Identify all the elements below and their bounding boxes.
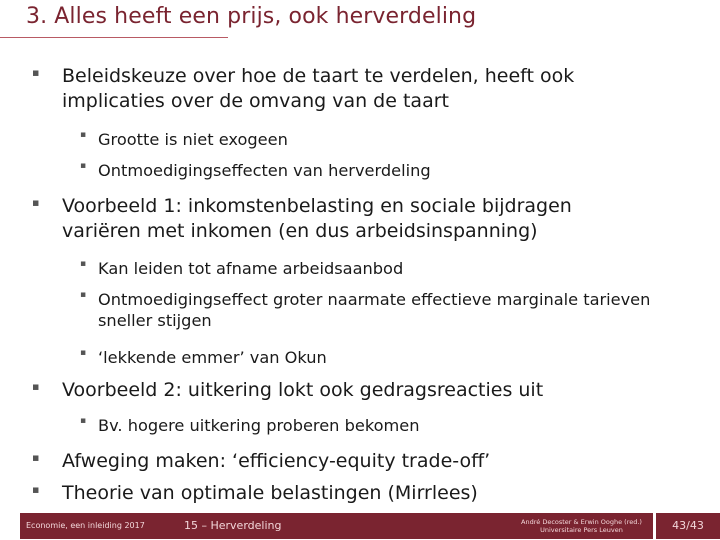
footer-authors-line1: André Decoster & Erwin Ooghe (red.) [521, 518, 642, 526]
footer-authors-line2: Universitaire Pers Leuven [540, 526, 623, 534]
footer-authors [510, 513, 653, 539]
bullet-marker-icon: ▪ [32, 196, 40, 209]
bullet-text: Voorbeeld 2: uitkering lokt ook gedragsreacties uit [62, 379, 544, 401]
title-underline [0, 37, 228, 38]
page-number: 43/43 [656, 513, 720, 539]
bullet-marker-icon: ▪ [80, 290, 87, 300]
bullet-marker-icon: ▪ [80, 416, 87, 426]
bullet-level1 [32, 194, 642, 244]
bullet-level1 [32, 481, 662, 506]
bullet-level2 [80, 129, 658, 150]
bullet-level2 [80, 347, 658, 368]
bullet-level2 [80, 289, 653, 331]
bullet-text: Theorie van optimale belastingen (Mirrlees) [62, 482, 478, 504]
bullet-text: Afweging maken: ‘efficiency-equity trade-off’ [62, 450, 491, 472]
bullet-level1 [32, 64, 662, 114]
footer-chapter: 15 – Herverdeling [158, 513, 510, 539]
bullet-level2 [80, 415, 658, 436]
bullet-marker-icon: ▪ [32, 451, 40, 464]
bullet-text: Bv. hogere uitkering proberen bekomen [98, 416, 420, 435]
bullet-text: ‘lekkende emmer’ van Okun [98, 348, 327, 367]
bullet-marker-icon: ▪ [32, 380, 40, 393]
bullet-level1 [32, 378, 662, 403]
bullet-level2 [80, 258, 658, 279]
bullet-text: Beleidskeuze over hoe de taart te verdelen, heeft ook implicaties over de omvang van de taart [62, 65, 575, 112]
bullet-marker-icon: ▪ [32, 483, 40, 496]
bullet-text: Ontmoedigingseffecten van herverdeling [98, 161, 431, 180]
bullet-text: Kan leiden tot afname arbeidsaanbod [98, 259, 404, 278]
slide-title: 3. Alles heeft een prijs, ook herverdeling [26, 4, 477, 29]
bullet-text: Voorbeeld 1: inkomstenbelasting en sociale bijdragen variëren met inkomen (en dus arbeidsinspanning) [62, 195, 572, 242]
slide-footer [0, 510, 720, 540]
bullet-marker-icon: ▪ [80, 130, 87, 140]
bullet-marker-icon: ▪ [32, 66, 40, 79]
bullet-level2 [80, 160, 658, 181]
footer-book-title: Economie, een inleiding 2017 [20, 513, 158, 539]
bullet-level1 [32, 449, 662, 474]
bullet-text: Ontmoedigingseffect groter naarmate effectieve marginale tarieven sneller stijgen [98, 290, 651, 330]
bullet-marker-icon: ▪ [80, 348, 87, 358]
bullet-text: Grootte is niet exogeen [98, 130, 288, 149]
bullet-marker-icon: ▪ [80, 161, 87, 171]
bullet-marker-icon: ▪ [80, 259, 87, 269]
